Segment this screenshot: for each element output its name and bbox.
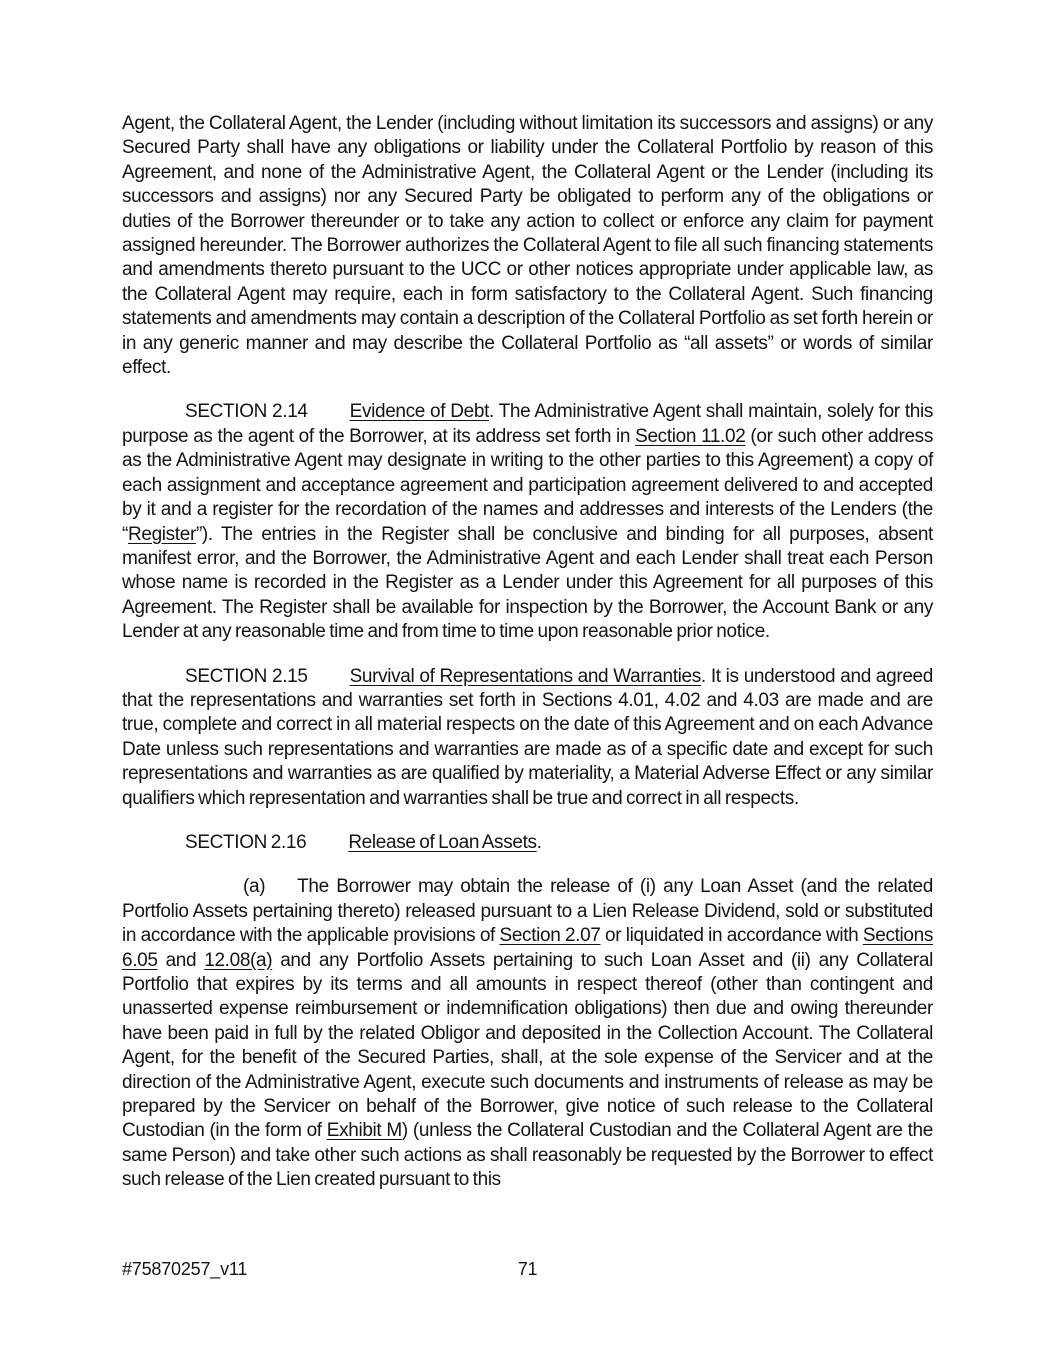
document-id: #75870257_v11 (122, 1259, 248, 1279)
underlined-reference: Exhibit M (326, 1120, 402, 1142)
document-body (122, 112, 933, 1193)
underlined-reference: Evidence of Debt (349, 401, 489, 423)
text-run: ”). The entries in the Register shall be conclusive and binding for all purposes, absent manifest error, and the Borrower, the Administrative Agent and each Lender shall treat each Person whose name is recorded in the Register as a Lender under this Agreement for all purposes of this Agreement. The Register shall be available for inspection by the Borrower, the Account Bank or any Lender at any reasonable time and from time to time upon reasonable prior notice. (122, 523, 933, 643)
text-run: SECTION 2.16 (185, 831, 307, 853)
underlined-reference: Sections 6.05 (122, 925, 933, 971)
underlined-reference: 12.08(a) (204, 949, 273, 971)
text-run: and (157, 949, 205, 971)
underlined-reference: Section 11.02 (635, 425, 746, 447)
underlined-reference: Section 2.07 (499, 925, 601, 947)
text-run: SECTION 2.15 (185, 665, 308, 687)
text-run: The Borrower may obtain the release of (i) any Loan Asset (and the related Portfolio Assets pertaining thereto) released pursuant to a Lien Release Dividend, sold or substituted in accordance with the applicable provisions of (122, 876, 933, 947)
section-2-16-heading (122, 831, 933, 855)
section-2-15-paragraph (122, 665, 933, 811)
section-2-14-paragraph (122, 400, 933, 644)
text-run: . (536, 831, 542, 853)
underlined-reference: Survival of Representations and Warranties (349, 665, 701, 687)
text-run: and any Portfolio Assets pertaining to such Loan Asset and (ii) any Collateral Portfolio that expires by its terms and all amounts in respect thereof (other than contingent and unasserted expense reimbursement or indemnification obligations) then due and owing thereunder have been paid in full by the related Obligor and deposited in the Collection Account. The Collateral Agent, for the benefit of the Secured Parties, shall, at the sole expense of the Servicer and at the direction of the Administrative Agent, execute such documents and instruments of release as may be prepared by the Servicer on behalf of the Borrower, give notice of such release to the Collateral Custodian (in the form of (122, 949, 933, 1142)
text-run: SECTION 2.14 (185, 401, 308, 423)
text-run: (a) (243, 876, 266, 898)
text-run: Agent, the Collateral Agent, the Lender (including without limitation its successors and assigns) or any Secured Party shall have any obligations or liability under the Collateral Portfolio by reason of this Agreement, and none of the Administrative Agent, the Collateral Agent or the Lender (including its successors and assigns) nor any Secured Party be obligated to perform any of the obligations or duties of the Borrower thereunder or to take any action to collect or enforce any claim for payment assigned hereunder. The Borrower authorizes the Collateral Agent to file all such financing statements and amendments thereto pursuant to the UCC or other notices appropriate under applicable law, as the Collateral Agent may require, each in form satisfactory to the Collateral Agent. Such financing statements and amendments may contain a description of the Collateral Portfolio as set forth herein or in any generic manner and may describe the Collateral Portfolio as “all assets” or words of similar effect. (122, 113, 933, 379)
text-run: ) (unless the Collateral Custodian and the Collateral Agent are the same Person) and take other such actions as shall reasonably be requested by the Borrower to effect such release of the Lien created pursuant to this (122, 1120, 933, 1191)
text-run: (or such other address as the Administrative Agent may designate in writing to the other parties to this Agreement) a copy of each assignment and acceptance agreement and participation agreement delivered to and accepted by it and a register for the recordation of the names and addresses and interests of the Lenders (the “ (122, 425, 933, 545)
underlined-reference: Release of Loan Assets (348, 831, 537, 853)
text-run: . It is understood and agreed that the representations and warranties set forth in Sections 4.01, 4.02 and 4.03 are made and are true, complete and correct in all material respects on the date of this Agreement and on each Advance Date unless such representations and warranties are made as of a specific date and except for such representations and warranties as are qualified by materiality, a Material Adverse Effect or any similar qualifiers which representation and warranties shall be true and correct in all respects. (122, 665, 933, 809)
continuation-paragraph (122, 112, 933, 380)
page-number: 71 (517, 1259, 538, 1279)
section-2-16-subsection-a (122, 875, 933, 1192)
text-run: . The Administrative Agent shall maintain, solely for this purpose as the agent of the Borrower, at its address set forth in (122, 401, 933, 447)
text-run: or liquidated in accordance with (600, 925, 863, 947)
underlined-reference: Register (127, 523, 196, 545)
